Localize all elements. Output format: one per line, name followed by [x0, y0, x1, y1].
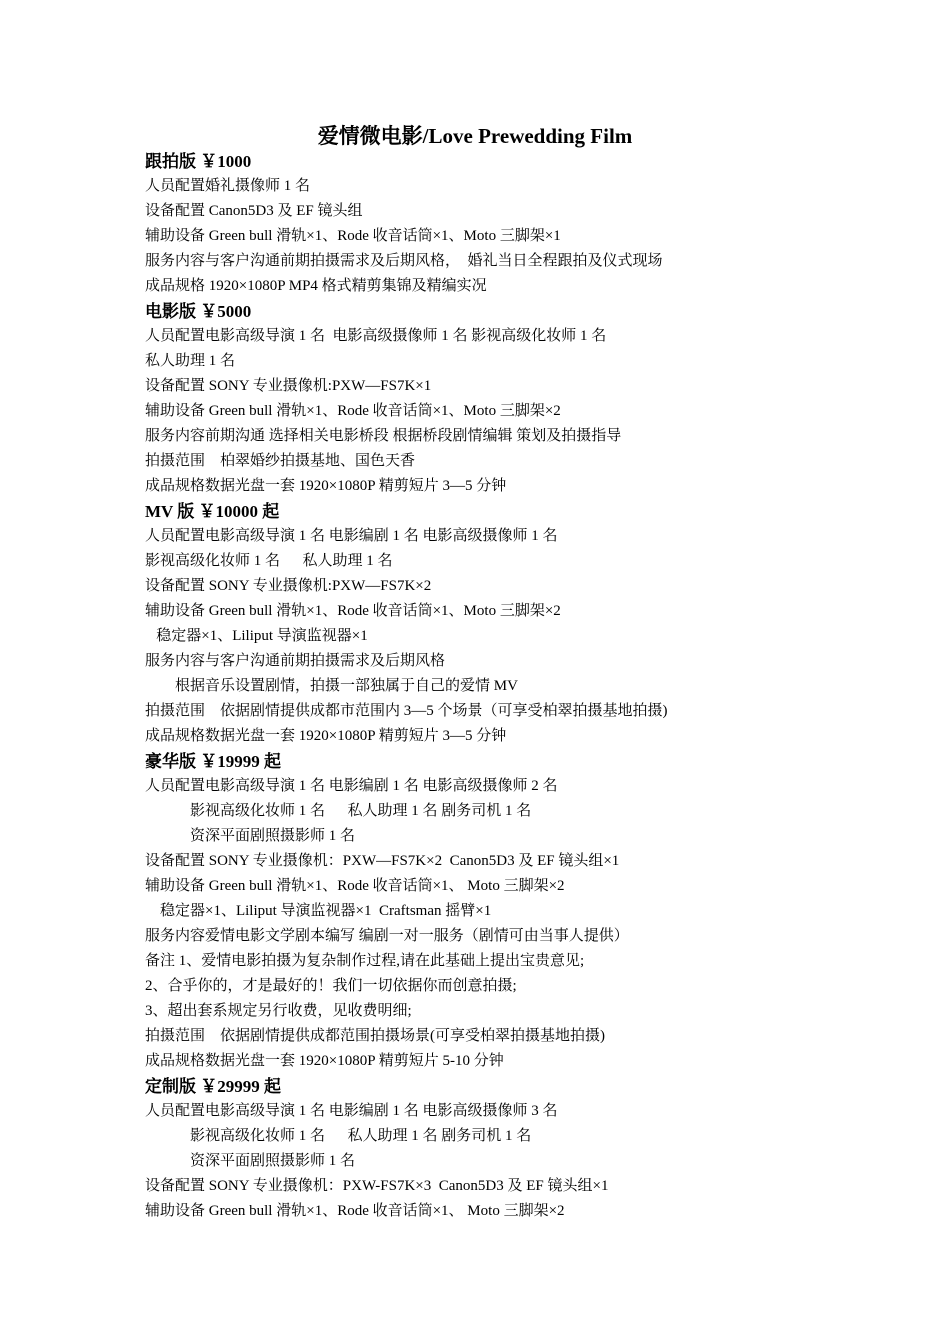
package-detail-line: 成品规格数据光盘一套 1920×1080P 精剪短片 3—5 分钟 [145, 728, 507, 744]
package-detail-line: 设备配置 SONY 专业摄像机：PXW—FS7K×2 Canon5D3 及 EF 镜头组×1 [145, 853, 620, 869]
package-detail-line: 根据音乐设置剧情，拍摄一部独属于自己的爱情 MV [145, 678, 518, 694]
package-detail-line: 影视高级化妆师 1 名 私人助理 1 名 剧务司机 1 名 [145, 1128, 532, 1144]
package-detail-line: 辅助设备 Green bull 滑轨×1、Rode 收音话筒×1、Moto 三脚架×2 [145, 603, 561, 619]
package-heading: 豪华版 ￥19999 起 [145, 752, 281, 771]
package-heading: MV 版 ￥10000 起 [145, 502, 280, 521]
package-detail-line: 私人助理 1 名 [145, 353, 236, 369]
package-detail-line: 拍摄范围 依据剧情提供成都市范围内 3—5 个场景（可享受柏翠拍摄基地拍摄) [145, 703, 668, 719]
package-detail-line: 稳定器×1、Liliput 导演监视器×1 [145, 628, 368, 644]
package-section [145, 499, 905, 749]
package-section [145, 749, 905, 1074]
package-detail-line: 人员配置电影高级导演 1 名 电影编剧 1 名 电影高级摄像师 1 名 [145, 528, 558, 544]
package-detail-line: 成品规格数据光盘一套 1920×1080P 精剪短片 3—5 分钟 [145, 478, 507, 494]
package-detail-line: 服务内容前期沟通 选择相关电影桥段 根据桥段剧情编辑 策划及拍摄指导 [145, 428, 622, 444]
package-detail-line: 拍摄范围 依据剧情提供成都范围拍摄场景(可享受柏翠拍摄基地拍摄) [145, 1028, 605, 1044]
package-detail-line: 资深平面剧照摄影师 1 名 [145, 1153, 356, 1169]
package-detail-line: 影视高级化妆师 1 名 私人助理 1 名 剧务司机 1 名 [145, 803, 532, 819]
package-detail-line: 人员配置电影高级导演 1 名 电影编剧 1 名 电影高级摄像师 2 名 [145, 778, 558, 794]
package-heading: 定制版 ￥29999 起 [145, 1077, 281, 1096]
package-heading: 跟拍版 ￥1000 [145, 152, 252, 171]
package-heading: 电影版 ￥5000 [145, 302, 252, 321]
package-section [145, 299, 905, 499]
package-detail-line: 3、超出套系规定另行收费，见收费明细; [145, 1003, 412, 1019]
package-detail-line: 备注 1、爱情电影拍摄为复杂制作过程,请在此基础上提出宝贵意见; [145, 953, 585, 969]
package-detail-line: 设备配置 SONY 专业摄像机:PXW—FS7K×2 [145, 578, 432, 594]
package-detail-line: 影视高级化妆师 1 名 私人助理 1 名 [145, 553, 393, 569]
package-detail-line: 设备配置 SONY 专业摄像机：PXW-FS7K×3 Canon5D3 及 EF 镜头组×1 [145, 1178, 609, 1194]
package-detail-line: 人员配置电影高级导演 1 名 电影编剧 1 名 电影高级摄像师 3 名 [145, 1103, 558, 1119]
package-detail-line: 设备配置 SONY 专业摄像机:PXW—FS7K×1 [145, 378, 432, 394]
package-detail-line: 资深平面剧照摄影师 1 名 [145, 828, 356, 844]
package-section [145, 149, 905, 299]
package-detail-line: 拍摄范围 柏翠婚纱拍摄基地、国色天香 [145, 453, 416, 469]
package-detail-line: 服务内容与客户沟通前期拍摄需求及后期风格， 婚礼当日全程跟拍及仪式现场 [145, 253, 663, 269]
package-detail-line: 2、合乎你的，才是最好的！我们一切依据你而创意拍摄; [145, 978, 517, 994]
package-detail-line: 人员配置电影高级导演 1 名 电影高级摄像师 1 名 影视高级化妆师 1 名 [145, 328, 607, 344]
package-detail-line: 辅助设备 Green bull 滑轨×1、Rode 收音话筒×1、Moto 三脚架×2 [145, 403, 561, 419]
package-detail-line: 辅助设备 Green bull 滑轨×1、Rode 收音话筒×1、Moto 三脚架×1 [145, 228, 561, 244]
document-body [145, 149, 905, 1224]
package-detail-line: 人员配置婚礼摄像师 1 名 [145, 178, 311, 194]
package-detail-line: 成品规格数据光盘一套 1920×1080P 精剪短片 5-10 分钟 [145, 1053, 504, 1069]
package-detail-line: 设备配置 Canon5D3 及 EF 镜头组 [145, 203, 363, 219]
package-detail-line: 稳定器×1、Liliput 导演监视器×1 Craftsman 摇臂×1 [145, 903, 492, 919]
package-detail-line: 成品规格 1920×1080P MP4 格式精剪集锦及精编实况 [145, 278, 487, 294]
package-detail-line: 服务内容爱情电影文学剧本编写 编剧一对一服务（剧情可由当事人提供） [145, 928, 629, 944]
package-detail-line: 辅助设备 Green bull 滑轨×1、Rode 收音话筒×1、 Moto 三脚架×2 [145, 1203, 565, 1219]
package-detail-line: 服务内容与客户沟通前期拍摄需求及后期风格 [145, 653, 446, 669]
package-detail-line: 辅助设备 Green bull 滑轨×1、Rode 收音话筒×1、 Moto 三脚架×2 [145, 878, 565, 894]
package-section [145, 1074, 905, 1224]
document-title: 爱情微电影/Love Prewedding Film [317, 124, 633, 148]
